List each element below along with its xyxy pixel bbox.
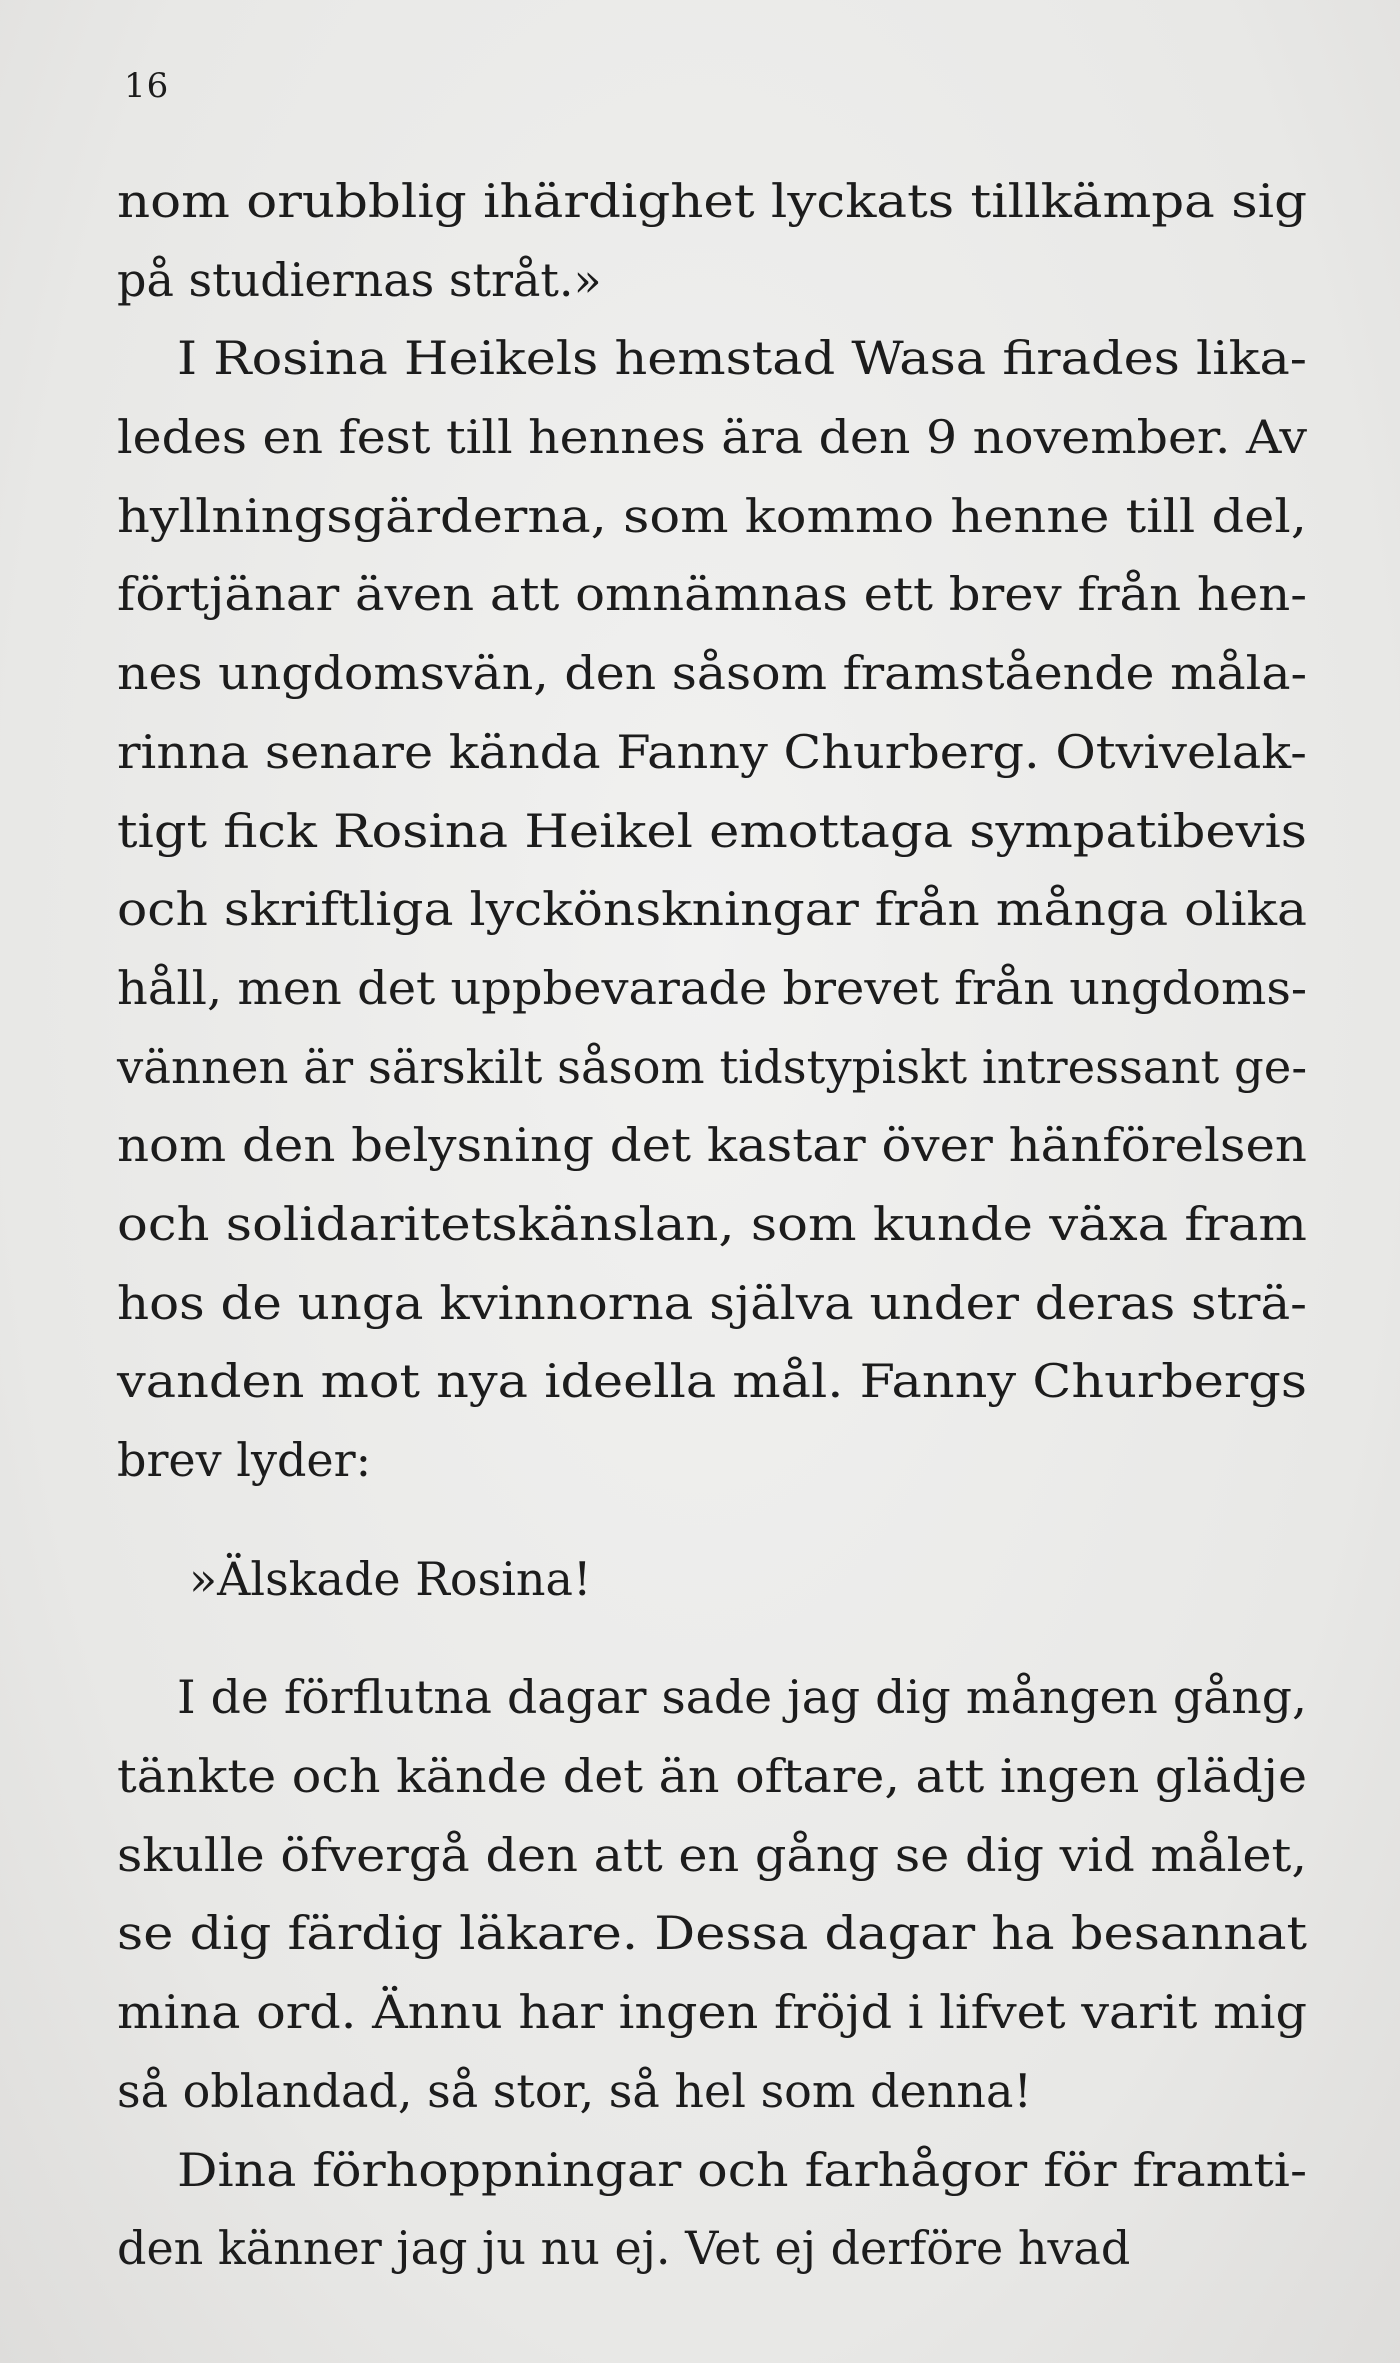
- body-text: [117, 162, 1307, 2288]
- text-line: [117, 713, 1307, 792]
- line-text: nom orubblig ihärdighet lyckats tillkämpa sig: [117, 174, 1308, 228]
- line-text: på studiernas stråt.»: [117, 252, 602, 307]
- line-text: I Rosina Heikels hemstad Wasa firades lika-: [177, 331, 1308, 386]
- text-line: [117, 1264, 1307, 1343]
- line-text: rinna senare kända Fanny Churberg. Otvivelak-: [117, 724, 1307, 779]
- text-line: [117, 2209, 1307, 2288]
- text-line: [117, 2131, 1307, 2210]
- line-text: ledes en fest till hennes ära den 9 november. Av: [117, 410, 1308, 465]
- line-text: Dina förhoppningar och farhågor för framti-: [177, 2142, 1308, 2197]
- text-line: [117, 477, 1307, 556]
- text-line: [117, 1894, 1307, 1973]
- line-text: och skriftliga lyckönskningar från många olika: [117, 882, 1308, 937]
- text-line: [117, 1028, 1307, 1107]
- text-line: [117, 555, 1307, 634]
- text-line: [117, 1421, 1307, 1500]
- line-text: den känner jag ju nu ej. Vet ej derföre hvad: [117, 2221, 1131, 2276]
- text-line: [117, 241, 1307, 320]
- line-text: brev lyder:: [117, 1433, 372, 1487]
- line-text: mina ord. Ännu har ingen fröjd i lifvet varit mig: [117, 1985, 1308, 2040]
- text-line: [117, 1106, 1307, 1185]
- line-text: se dig färdig läkare. Dessa dagar ha besannat: [117, 1906, 1308, 1961]
- line-text: förtjänar även att omnämnas ett brev från hen-: [117, 567, 1308, 622]
- line-text: tigt fick Rosina Heikel emottaga sympatibevis: [117, 803, 1308, 858]
- text-line: [117, 1816, 1307, 1895]
- text-line: [117, 1658, 1307, 1737]
- line-text: nom den belysning det kastar över hänförelsen: [117, 1118, 1307, 1173]
- line-text: nes ungdomsvän, den såsom framstående måla-: [117, 646, 1308, 701]
- text-line: [117, 1185, 1307, 1264]
- text-line: [117, 870, 1307, 949]
- text-line: [117, 2052, 1307, 2131]
- text-line: [117, 792, 1307, 871]
- page-number: 16: [124, 66, 170, 106]
- line-text: håll, men det uppbevarade brevet från ungdoms-: [117, 960, 1308, 1015]
- line-text: hyllningsgärderna, som kommo henne till del,: [117, 488, 1307, 543]
- line-text: tänkte och kände det än oftare, att ingen glädje: [117, 1749, 1308, 1804]
- text-line: [117, 162, 1307, 241]
- line-text: I de förflutna dagar sade jag dig mången gång,: [177, 1670, 1308, 1725]
- text-line: [117, 319, 1307, 398]
- text-line: [117, 1973, 1307, 2052]
- letter-salutation: [117, 1540, 1307, 1619]
- paragraph-gap: [117, 1618, 1307, 1658]
- line-text: »Älskade Rosina!: [189, 1551, 592, 1606]
- line-text: och solidaritetskänslan, som kunde växa fram: [117, 1196, 1307, 1251]
- text-line: [117, 398, 1307, 477]
- line-text: vanden mot nya ideella mål. Fanny Churbergs: [117, 1354, 1307, 1409]
- line-text: hos de unga kvinnorna själva under deras strä-: [117, 1275, 1308, 1330]
- paragraph-gap: [117, 1500, 1307, 1540]
- line-text: så oblandad, så stor, så hel som denna!: [117, 2063, 1032, 2118]
- text-line: [117, 949, 1307, 1028]
- text-line: [117, 634, 1307, 713]
- text-line: [117, 1342, 1307, 1421]
- line-text: skulle öfvergå den att en gång se dig vid målet,: [117, 1827, 1308, 1882]
- text-line: [117, 1737, 1307, 1816]
- line-text: vännen är särskilt såsom tidstypiskt intressant ge-: [117, 1039, 1308, 1094]
